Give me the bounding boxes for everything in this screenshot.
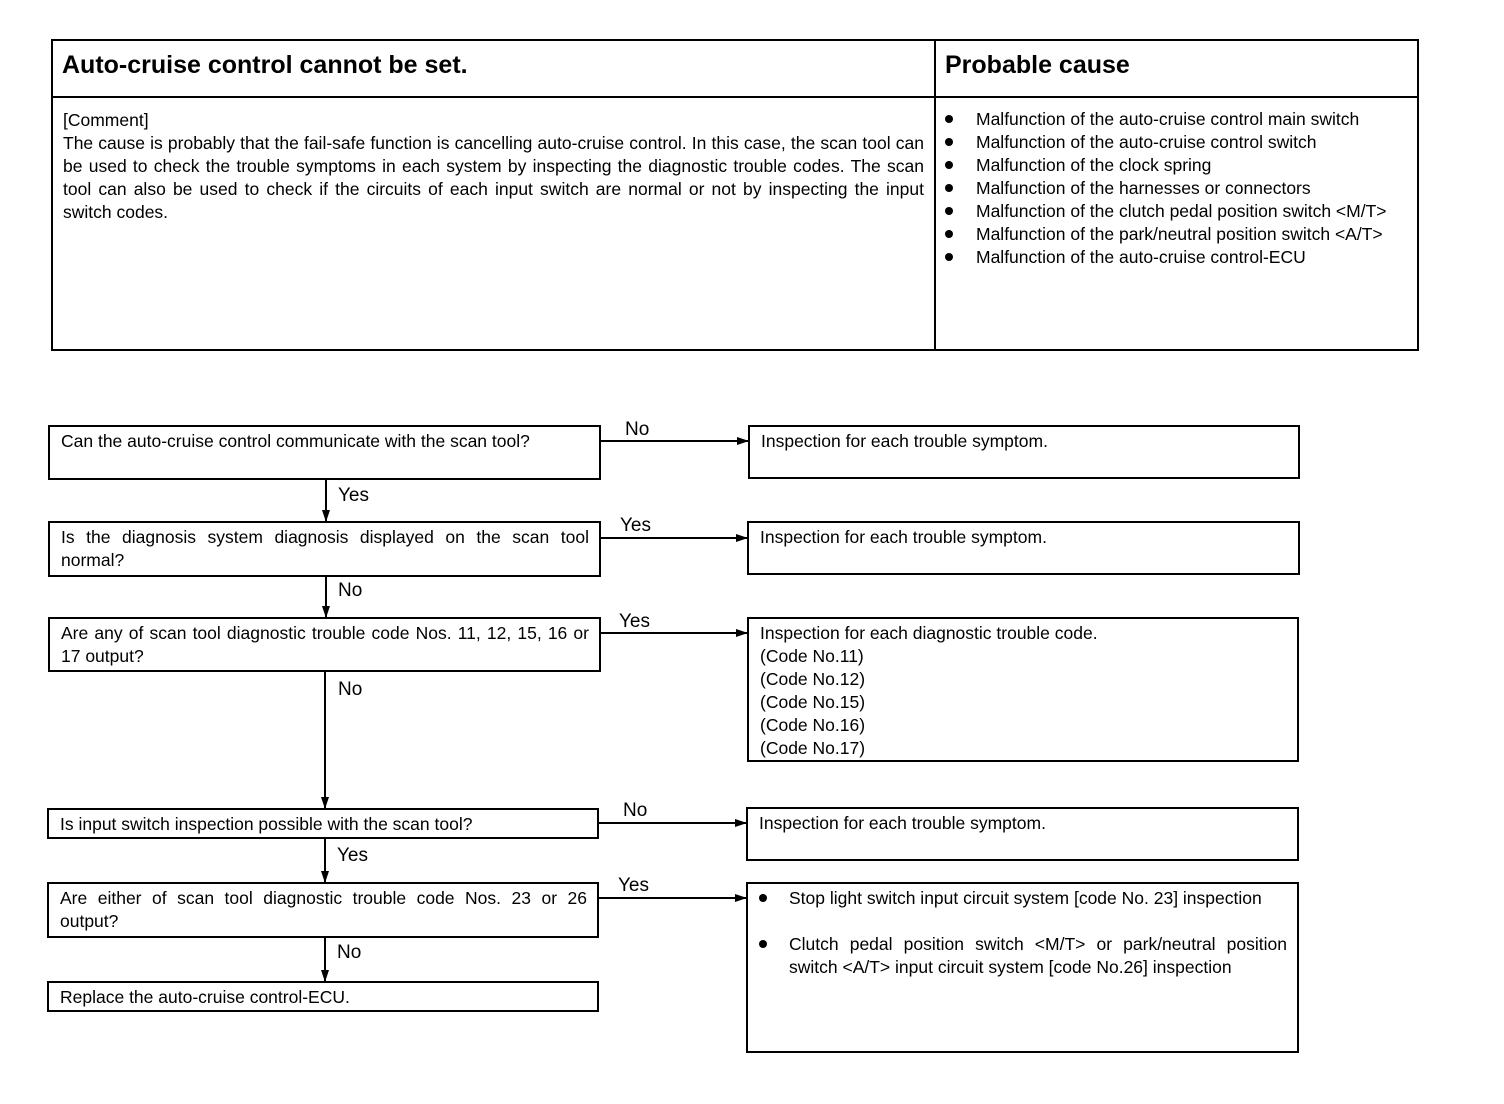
cause-item: Malfunction of the auto-cruise control-ECU [942, 246, 1405, 269]
result-box-4: Inspection for each trouble symptom. [746, 807, 1299, 861]
cause-item: Malfunction of the clock spring [942, 154, 1405, 177]
comment-label: [Comment] [63, 110, 149, 130]
branch-label-q1-down: Yes [338, 485, 369, 506]
branch-label-q4-side: No [623, 800, 648, 821]
cause-item: Malfunction of the harnesses or connectors [942, 177, 1405, 200]
result-item: Clutch pedal position switch <M/T> or park/neutral position switch <A/T> input circuit system [code No.26] inspection [756, 933, 1287, 979]
cause-item: Malfunction of the park/neutral position switch <A/T> [942, 223, 1405, 246]
branch-label-q5-down: No [337, 942, 362, 963]
comment-text: The cause is probably that the fail-safe function is cancelling auto-cruise control. In this case, the scan tool can be used to check the trouble symptoms in each system by inspecting the diagnostic trouble codes. The scan tool can also be used to check if the circuits of each input switch are normal or not by inspecting the input switch codes. [63, 133, 924, 222]
result-box-2: Inspection for each trouble symptom. [747, 521, 1300, 575]
branch-label-q2-side: Yes [620, 515, 651, 536]
question-box-5: Are either of scan tool diagnostic trouble code Nos. 23 or 26 output? [47, 882, 599, 938]
bullet-icon [756, 933, 786, 948]
result-box-1: Inspection for each trouble symptom. [748, 425, 1300, 479]
symptom-title: Auto-cruise control cannot be set. [53, 41, 934, 98]
final-action-box: Replace the auto-cruise control-ECU. [47, 981, 599, 1012]
code-item: (Code No.12) [760, 669, 866, 689]
branch-label-q3-down: No [338, 679, 363, 700]
question-box-1: Can the auto-cruise control communicate with the scan tool? [48, 425, 601, 480]
result-item: Stop light switch input circuit system [code No. 23] inspection [756, 887, 1287, 910]
cause-item: Malfunction of the auto-cruise control switch [942, 131, 1405, 154]
branch-label-q5-side: Yes [618, 875, 649, 896]
result-box-5 [746, 882, 1299, 1053]
code-item: (Code No.16) [760, 715, 866, 735]
branch-label-q1-side: No [625, 419, 650, 440]
branch-label-q3-side: Yes [619, 611, 650, 632]
question-box-2: Is the diagnosis system diagnosis displayed on the scan tool normal? [48, 521, 601, 577]
branch-label-q4-down: Yes [337, 845, 368, 866]
probable-cause-header: Probable cause [936, 41, 1417, 98]
question-box-3: Are any of scan tool diagnostic trouble code Nos. 11, 12, 15, 16 or 17 output? [48, 617, 601, 672]
cause-item: Malfunction of the clutch pedal position switch <M/T> [942, 200, 1405, 223]
question-box-4: Is input switch inspection possible with the scan tool? [47, 808, 599, 839]
branch-label-q2-down: No [338, 580, 363, 601]
result-box-3 [747, 617, 1299, 762]
code-item: (Code No.11) [760, 646, 864, 666]
result-5-list [756, 887, 1287, 979]
code-item: (Code No.17) [760, 738, 866, 758]
code-item: (Code No.15) [760, 692, 866, 712]
cause-item: Malfunction of the auto-cruise control main switch [942, 108, 1405, 131]
result-3-title: Inspection for each diagnostic trouble code. [760, 623, 1098, 643]
bullet-icon [756, 887, 786, 902]
